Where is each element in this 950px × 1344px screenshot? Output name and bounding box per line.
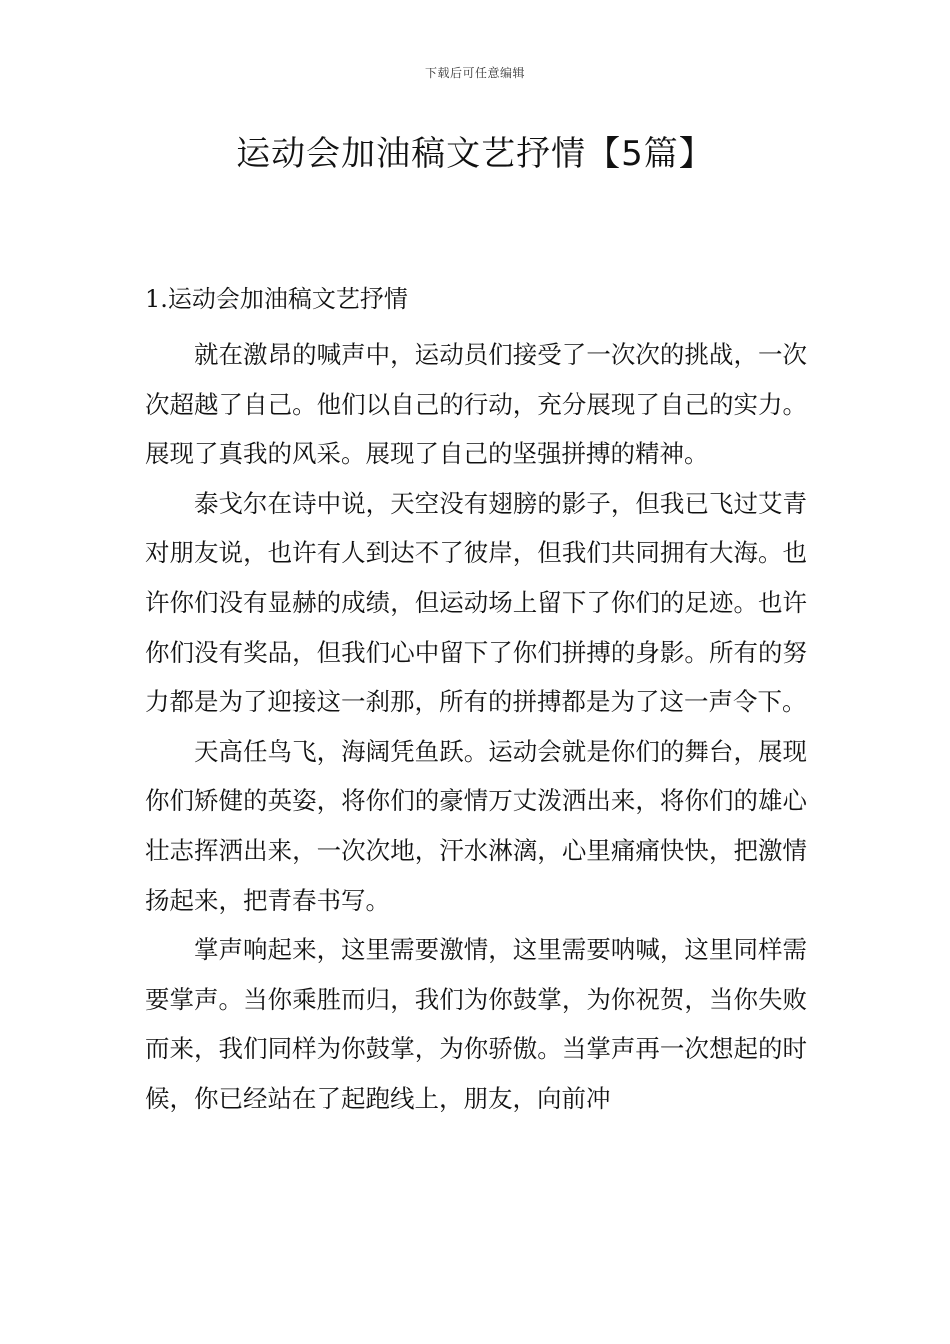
document-body <box>145 280 807 1124</box>
paragraph-3: 天高任鸟飞，海阔凭鱼跃。运动会就是你们的舞台，展现你们矫健的英姿，将你们的豪情万丈泼洒出来，将你们的雄心壮志挥洒出来，一次次地，汗水淋漓，心里痛痛快快，把激情扬起来，把青春书写。 <box>145 736 807 915</box>
header-note: 下载后可任意编辑 <box>424 66 525 80</box>
paragraph-1: 就在激昂的喊声中，运动员们接受了一次次的挑战，一次次超越了自己。他们以自己的行动，充分展现了自己的实力。展现了真我的风采。展现了自己的坚强拼搏的精神。 <box>145 340 807 469</box>
document-title: 运动会加油稿文艺抒情【5篇】 <box>236 134 714 174</box>
paragraph-4: 掌声响起来，这里需要激情，这里需要呐喊，这里同样需要掌声。当你乘胜而归，我们为你鼓掌，为你祝贺，当你失败而来，我们同样为你鼓掌，为你骄傲。当掌声再一次想起的时候，你已经站在了起跑线上，朋友，向前冲 <box>145 935 807 1113</box>
paragraph-2: 泰戈尔在诗中说，天空没有翅膀的影子，但我已飞过艾青对朋友说，也许有人到达不了彼岸，但我们共同拥有大海。也许你们没有显赫的成绩，但运动场上留下了你们的足迹。也许你们没有奖品，但我们心中留下了你们拼搏的身影。所有的努力都是为了迎接这一刹那，所有的拼搏都是为了这一声令下。 <box>145 488 807 717</box>
section-heading: 1.运动会加油稿文艺抒情 <box>145 285 408 313</box>
